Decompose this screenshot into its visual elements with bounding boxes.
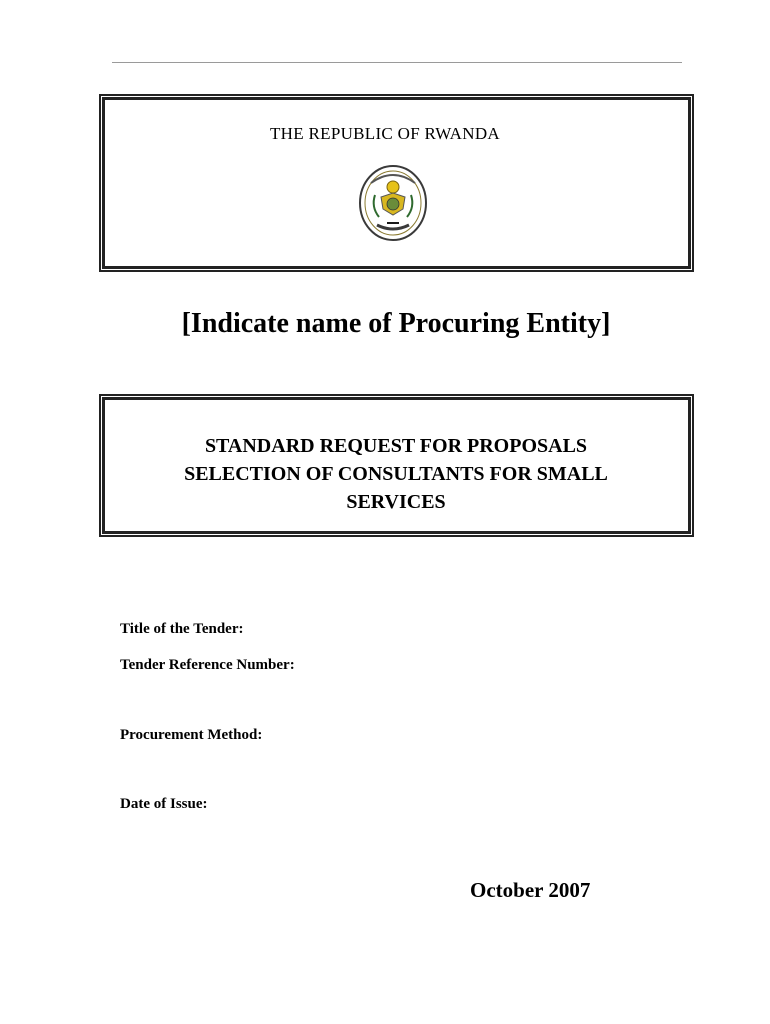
title-of-tender-label: Title of the Tender: xyxy=(120,621,244,637)
tender-reference-label: Tender Reference Number: xyxy=(120,657,295,673)
document-title-line-1: STANDARD REQUEST FOR PROPOSALS xyxy=(204,435,588,457)
issue-date: October 2007 xyxy=(470,878,591,902)
date-of-issue-label: Date of Issue: xyxy=(120,796,208,812)
top-rule xyxy=(112,62,682,63)
document-title xyxy=(130,432,662,516)
document-title-line-2: SELECTION OF CONSULTANTS FOR SMALL xyxy=(184,463,608,485)
procuring-entity-placeholder: [Indicate name of Procuring Entity] xyxy=(181,308,611,339)
country-heading: THE REPUBLIC OF RWANDA xyxy=(270,124,500,143)
procurement-method-label: Procurement Method: xyxy=(120,727,263,743)
rwanda-coat-of-arms-icon xyxy=(357,163,429,243)
document-title-line-3: SERVICES xyxy=(346,491,446,513)
